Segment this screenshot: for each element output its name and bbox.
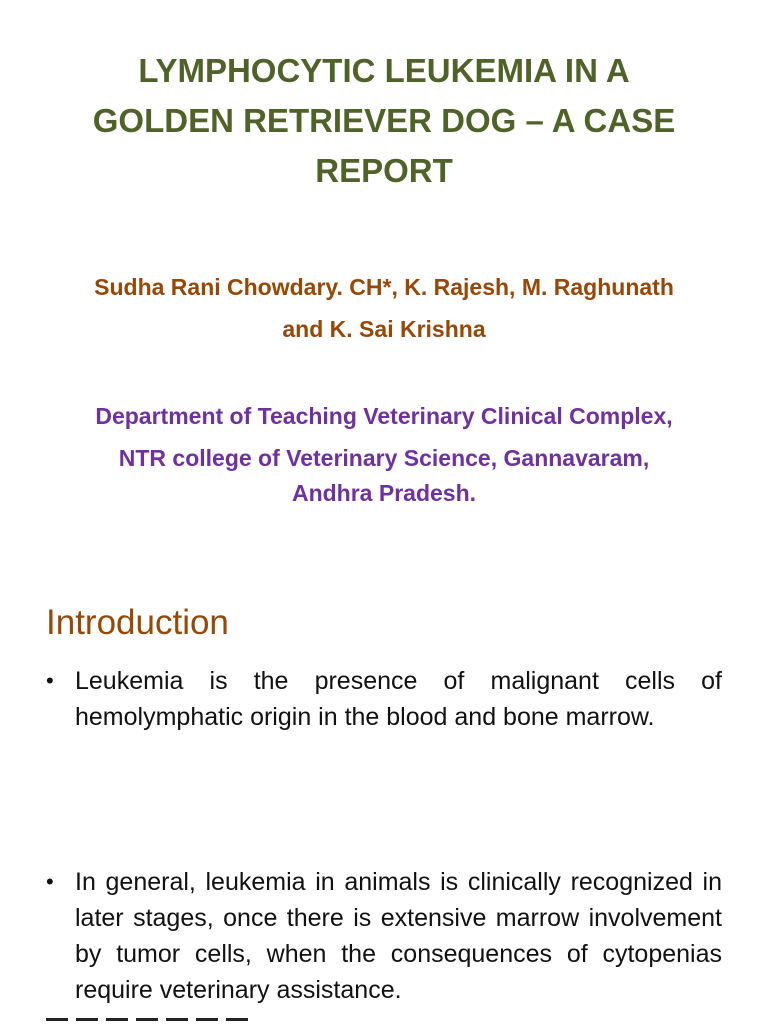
authors-line-1: Sudha Rani Chowdary. CH*, K. Rajesh, M. Raghunath bbox=[94, 274, 674, 300]
affiliation bbox=[40, 396, 728, 508]
bullet-text: Leukemia is the presence of malignant cells of hemolymphatic origin in the blood and bone marrow. bbox=[75, 667, 722, 731]
page-title bbox=[40, 46, 728, 196]
bullet-icon: • bbox=[46, 869, 54, 894]
bullet-list bbox=[46, 864, 722, 1008]
author-list bbox=[40, 266, 728, 350]
affiliation-line-1: Department of Teaching Veterinary Clinical Complex, bbox=[95, 403, 673, 429]
title-line-3: REPORT bbox=[315, 152, 453, 189]
list-item bbox=[46, 663, 722, 735]
affiliation-line-3: Andhra Pradesh. bbox=[291, 480, 477, 506]
affiliation-line-2: NTR college of Veterinary Science, Gannavaram, bbox=[118, 445, 650, 471]
title-line-2: GOLDEN RETRIEVER DOG – A CASE bbox=[92, 102, 676, 139]
cut-off-next-line bbox=[46, 1014, 346, 1024]
title-line-1: LYMPHOCYTIC LEUKEMIA IN A bbox=[138, 52, 630, 89]
bullet-text: In general, leukemia in animals is clinically recognized in later stages, once there is extensive marrow involvement by tumor cells, when the consequences of cytopenias require veterinary assistance. bbox=[75, 868, 722, 1004]
bullet-icon: • bbox=[46, 668, 54, 693]
authors-line-2: and K. Sai Krishna bbox=[282, 316, 486, 342]
section-heading-introduction: Introduction bbox=[46, 603, 229, 642]
bullet-list bbox=[46, 663, 722, 735]
list-item bbox=[46, 864, 722, 1008]
